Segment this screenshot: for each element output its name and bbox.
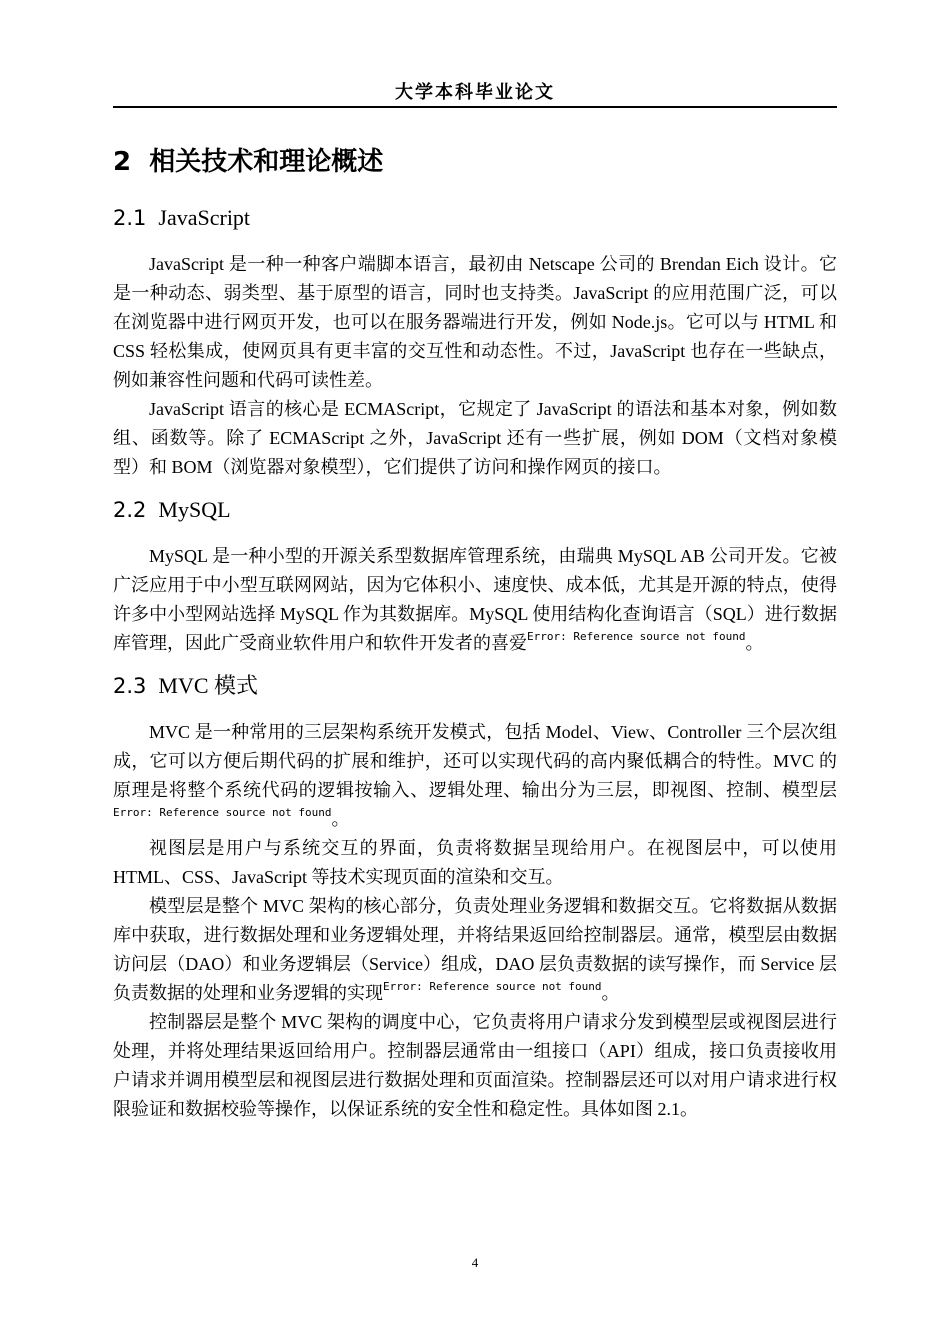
paragraph [113, 892, 837, 1008]
section-title: MySQL [158, 497, 231, 522]
paragraph-text: MySQL 是一种小型的开源关系型数据库管理系统，由瑞典 MySQL AB 公司开发。它被广泛应用于中小型互联网网站，因为它体积小、速度快、成本低，尤其是开源的特点，使得许多中小型网站选择 MySQL 作为其数据库。MySQL 使用结构化查询语言（SQL）进行数据库管理，因此广受商业软件用户和软件开发者的喜爱 [113, 546, 837, 653]
paragraph-end: 。 [601, 983, 620, 1003]
paragraph-end: 。 [745, 633, 764, 653]
paragraph-end: 。 [331, 809, 350, 829]
paragraph: JavaScript 是一种一种客户端脚本语言，最初由 Netscape 公司的 Brendan Eich 设计。它是一种动态、弱类型、基于原型的语言，同时也支持类。JavaScript 的应用范围广泛，可以在浏览器中进行网页开发，也可以在服务器端进行开发，例如 Node.js。它可以与 HTML 和 CSS 轻松集成，使网页具有更丰富的交互性和动态性。不过，JavaScript 也存在一些缺点，例如兼容性问题和代码可读性差。 [113, 254, 837, 390]
page-body [113, 140, 837, 1136]
citation-error: Error: Reference source not found [383, 980, 602, 993]
paragraph-text: MVC 是一种常用的三层架构系统开发模式，包括 Model、View、Controller 三个层次组成，它可以方便后期代码的扩展和维护，还可以实现代码的高内聚低耦合的特性。MVC 的原理是将整个系统代码的逻辑按输入、逻辑处理、输出分为三层，即视图、控制、模型层 [113, 722, 837, 800]
paragraph-text: 模型层是整个 MVC 架构的核心部分，负责处理业务逻辑和数据交互。它将数据从数据库中获取，进行数据处理和业务逻辑处理，并将结果返回给控制器层。通常，模型层由数据访问层（DAO）和业务逻辑层（Service）组成，DAO 层负责数据的读写操作，而 Service 层负责数据的处理和业务逻辑的实现 [113, 896, 837, 1003]
chapter-heading [113, 140, 837, 184]
section-heading [113, 670, 837, 702]
citation-error: Error: Reference source not found [527, 630, 746, 643]
header-rule [113, 106, 837, 108]
paragraph: JavaScript 语言的核心是 ECMAScript，它规定了 JavaScript 的语法和基本对象，例如数组、函数等。除了 ECMAScript 之外，JavaScript 还有一些扩展，例如 DOM（文档对象模型）和 BOM（浏览器对象模型），它们提供了访问和操作网页的接口。 [113, 399, 837, 477]
running-header: 大学本科毕业论文 [395, 82, 555, 103]
section-heading [113, 202, 837, 234]
section-2-2 [113, 494, 837, 658]
section-number: 2.3 [113, 674, 147, 698]
section-2-3 [113, 670, 837, 1124]
chapter-title: 相关技术和理论概述 [149, 147, 384, 177]
paragraph: 控制器层是整个 MVC 架构的调度中心，它负责将用户请求分发到模型层或视图层进行处理，并将处理结果返回给用户。控制器层通常由一组接口（API）组成，接口负责接收用户请求并调用模型层和视图层进行数据处理和页面渲染。控制器层还可以对用户请求进行权限验证和数据校验等操作，以保证系统的安全性和稳定性。具体如图 2.1。 [113, 1012, 837, 1119]
section-number: 2.2 [113, 498, 147, 522]
section-title: JavaScript [158, 205, 251, 230]
paragraph [113, 718, 837, 834]
citation-error: Error: Reference source not found [113, 806, 332, 819]
page-number: 4 [471, 1255, 479, 1270]
paragraph: 视图层是用户与系统交互的界面，负责将数据呈现给用户。在视图层中，可以使用 HTML、CSS、JavaScript 等技术实现页面的渲染和交互。 [113, 838, 837, 887]
paragraph [113, 542, 837, 658]
chapter-number: 2 [113, 147, 132, 177]
section-title: MVC 模式 [158, 673, 259, 698]
section-heading [113, 494, 837, 526]
section-2-1 [113, 202, 837, 482]
section-number: 2.1 [113, 206, 147, 230]
